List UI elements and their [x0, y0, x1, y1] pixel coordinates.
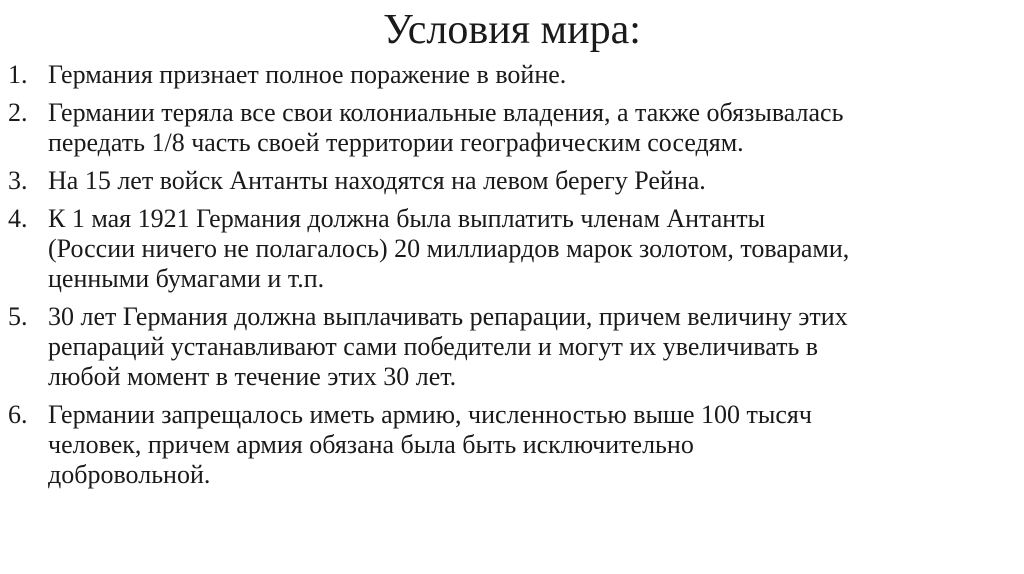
condition-number: 4.: [8, 204, 28, 233]
condition-item-5: [8, 302, 1008, 392]
condition-text: На 15 лет войск Антанты находятся на левом берегу Рейна.: [48, 166, 706, 195]
slide-title: Условия мира:: [383, 7, 641, 53]
condition-number: 1.: [8, 60, 28, 89]
condition-text: Германии теряла все свои колониальные владения, а также обязывалась передать 1/8 часть своей территории географическим соседям.: [48, 98, 844, 157]
condition-number: 2.: [8, 98, 28, 127]
condition-item-3: [8, 166, 1008, 196]
condition-text: Германия признает полное поражение в войне.: [48, 60, 567, 89]
condition-item-6: [8, 400, 1008, 490]
condition-number: 5.: [8, 302, 28, 331]
condition-item-2: [8, 98, 1008, 158]
conditions-list: [8, 60, 1008, 498]
condition-item-1: [8, 60, 1008, 90]
condition-number: 6.: [8, 400, 28, 429]
condition-item-4: [8, 204, 1008, 294]
condition-number: 3.: [8, 166, 28, 195]
condition-text: Германии запрещалось иметь армию, численностью выше 100 тысяч человек, причем армия обязана была быть исключительно добровольной.: [48, 400, 812, 489]
condition-text: К 1 мая 1921 Германия должна была выплатить членам Антанты (России ничего не полагалось) 20 миллиардов марок золотом, товарами, ценными бумагами и т.п.: [48, 204, 850, 293]
condition-text: 30 лет Германия должна выплачивать репарации, причем величину этих репараций устанавливают сами победители и могут их увеличивать в любой момент в течение этих 30 лет.: [48, 302, 848, 391]
